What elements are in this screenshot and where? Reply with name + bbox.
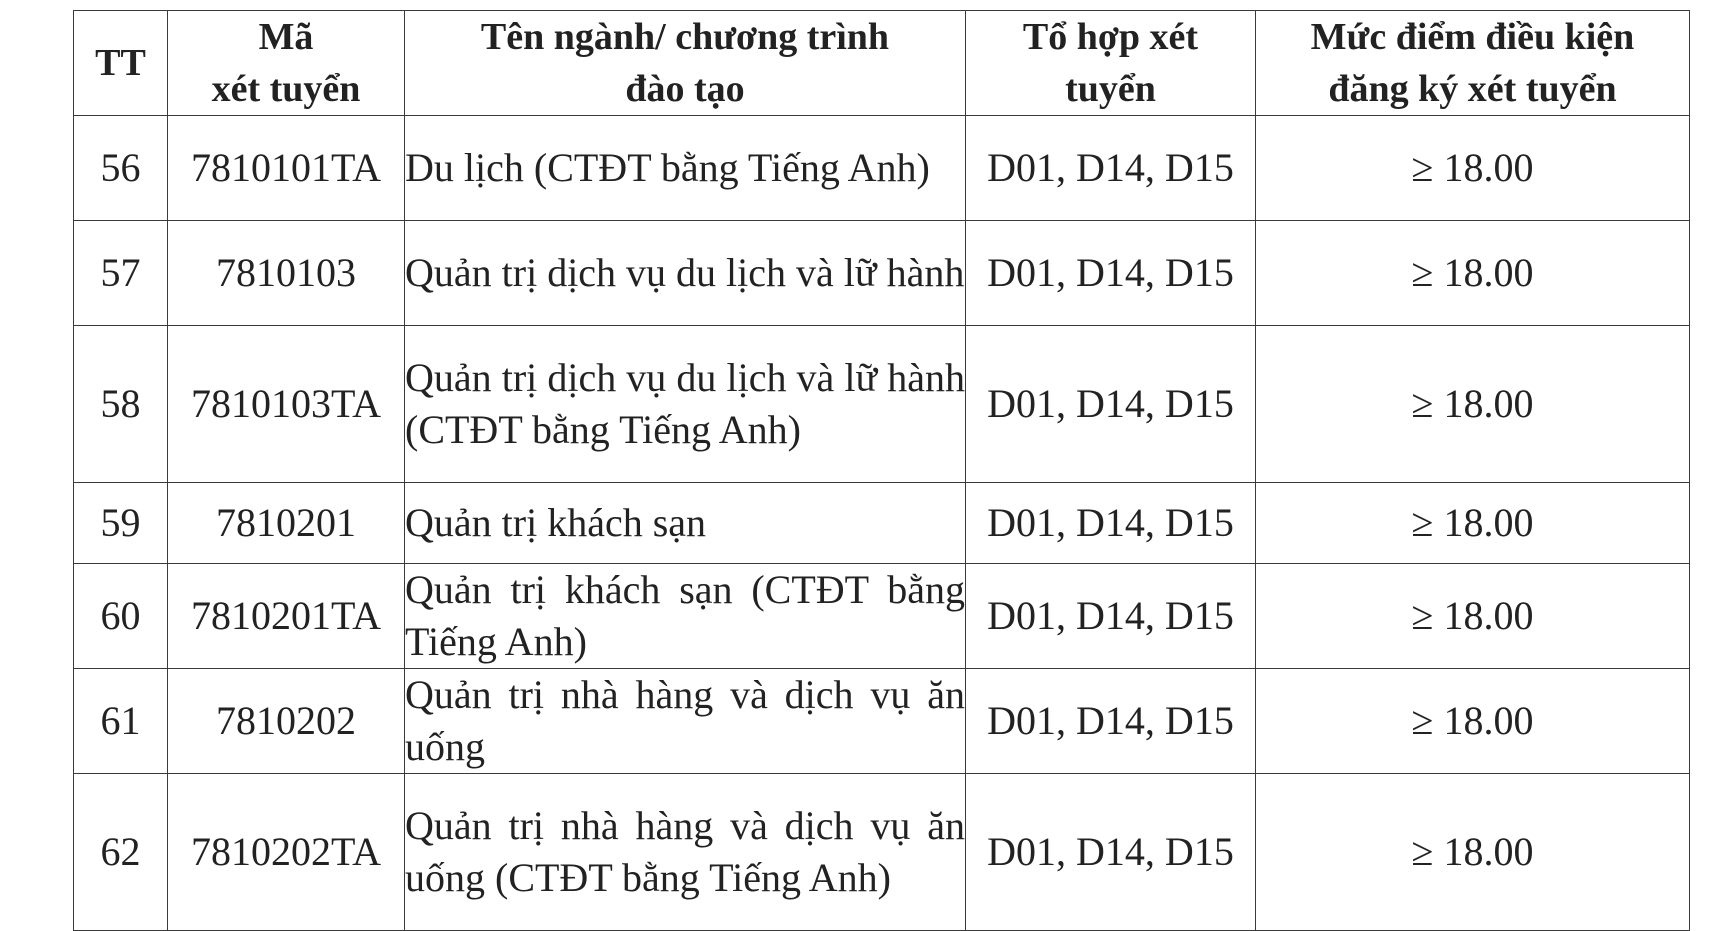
cell-ten: Quản trị khách sạn [405,483,966,564]
cell-tt: 61 [74,669,168,774]
header-tt [74,11,168,116]
cell-tohop: D01, D14, D15 [966,564,1256,669]
header-ten-line1: Tên ngành/ chương trình [480,16,890,58]
cell-ma: 7810101TA [168,116,405,221]
table-row [74,774,1690,931]
cell-ten: Quản trị nhà hàng và dịch vụ ăn uống (CTĐT bằng Tiếng Anh) [405,774,966,931]
cell-tohop: D01, D14, D15 [966,669,1256,774]
cell-ten: Quản trị khách sạn (CTĐT bằng Tiếng Anh) [405,564,966,669]
header-muc-line2: đăng ký xét tuyển [1328,68,1617,110]
cell-muc: ≥ 18.00 [1256,774,1690,931]
header-muc-line1: Mức điểm điều kiện [1310,16,1635,58]
cell-tohop: D01, D14, D15 [966,116,1256,221]
header-to-hop [966,11,1256,116]
cell-ten: Quản trị dịch vụ du lịch và lữ hành [405,221,966,326]
table-row [74,326,1690,483]
cell-muc: ≥ 18.00 [1256,326,1690,483]
cell-ma: 7810201TA [168,564,405,669]
table-row [74,221,1690,326]
header-ten-nganh [405,11,966,116]
header-tohop-line1: Tổ hợp xét [1022,16,1199,58]
cell-tt: 57 [74,221,168,326]
cell-muc: ≥ 18.00 [1256,483,1690,564]
header-ma-xet-tuyen [168,11,405,116]
cell-muc: ≥ 18.00 [1256,221,1690,326]
cell-tohop: D01, D14, D15 [966,221,1256,326]
cell-muc: ≥ 18.00 [1256,669,1690,774]
cell-tt: 58 [74,326,168,483]
cell-tt: 62 [74,774,168,931]
cell-tt: 60 [74,564,168,669]
cell-tt: 59 [74,483,168,564]
table-header-row [74,11,1690,116]
table-row [74,564,1690,669]
cell-muc: ≥ 18.00 [1256,116,1690,221]
cell-tohop: D01, D14, D15 [966,774,1256,931]
header-tohop-line2: tuyển [1065,68,1156,110]
cell-tohop: D01, D14, D15 [966,483,1256,564]
header-ma-line1: Mã [258,16,314,58]
table-row [74,116,1690,221]
cell-ma: 7810201 [168,483,405,564]
cell-ma: 7810103TA [168,326,405,483]
header-muc-diem [1256,11,1690,116]
cell-tt: 56 [74,116,168,221]
cell-muc: ≥ 18.00 [1256,564,1690,669]
cell-ten: Du lịch (CTĐT bằng Tiếng Anh) [405,116,966,221]
header-tt-text: TT [95,42,146,84]
header-ten-line2: đào tạo [625,68,745,110]
table-row [74,483,1690,564]
cell-ma: 7810202TA [168,774,405,931]
cell-ten: Quản trị dịch vụ du lịch và lữ hành (CTĐT bằng Tiếng Anh) [405,326,966,483]
cell-ma: 7810202 [168,669,405,774]
admission-table [73,10,1690,931]
header-ma-line2: xét tuyển [211,68,361,110]
cell-tohop: D01, D14, D15 [966,326,1256,483]
cell-ma: 7810103 [168,221,405,326]
table-row [74,669,1690,774]
cell-ten: Quản trị nhà hàng và dịch vụ ăn uống [405,669,966,774]
